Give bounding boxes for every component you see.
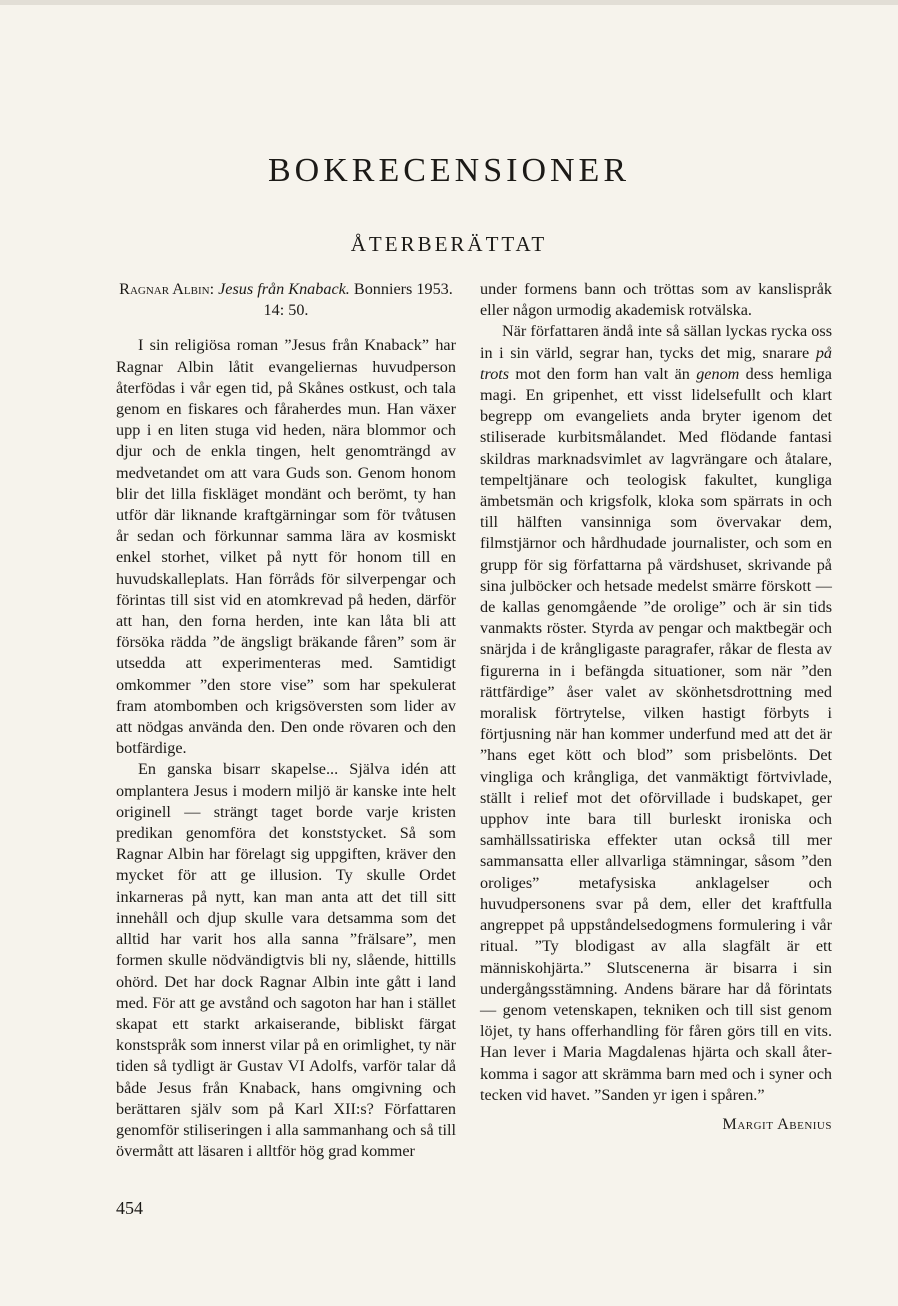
- paragraph-right-2-part-c: mot den form han valt än: [509, 364, 697, 383]
- citation-publisher: Bonniers 1953. 14: 50.: [263, 280, 453, 320]
- book-citation: [116, 279, 456, 321]
- emphasis-pa-trots: på trots: [480, 343, 832, 383]
- paragraph-right-2-part-e: dess hemliga magi. En gripenhet, ett visst lidelsefullt och klart begrepp om evangeliets anda bryter igenom det stiliserade kurbitsmålandet. Med flödande fantasi skildras marknadsvimlet av lagvrängare och åtalare, tempeltjänare och teologisk fakultet, kungliga ämbetsmän och krigsfolk, kloka som spärrats in och till hälften vansinniga som övervakar dem, filmstjärnor och hårdhudade journalister, och som en grupp för sig författarna på värdshuset, skrivande på sina julböcker och hetsade medelst smärre förskott — de kallas genomgående ”de orolige” och är sin tids vanmakts röster. Styrda av pengar och maktbegär och snärjda i de krångligaste paragrafer, råkar de flesta av figurerna in i befängda situationer, som när ”den rättfärdige” åser valet av skönhetsdrottning med moralisk förtrytelse, vilken hastigt förbyts i förtjusning när han kommer underfund med att det är ”hans eget kött och blod” som prisbelönts. Det vingliga och krångliga, det vanmäktigt förtvivlade, ställt i relief mot det oförvillade i budskapet, ger upphov inte bara till burleskt ironiska och samhällssatiriska effekter utan också till mer sammansatta eller allvarliga stämningar, såsom ”den oroliges” metafysiska anklagelser och huvudpersonens svar på dem, eller det kraftfulla angreppet på uppståndelsedogmens formulering i vår ritual. ”Ty blodigast av alla slagfält är ett människohjärta.” Slutscenerna är bisarra i sin undergångsstämning. Andens bärare har då förintats — genom vetenskapen, tekniken och till sist genom löjet, ty hans offerhandling för fåren görs till en vits. Han lever i Maria Magdalenas hjärta och skall återkomma i sagor att skrämma barn med och i syner och tecken vid havet. ”Sanden yr igen i spåren.”: [480, 364, 832, 1104]
- page-number: 454: [116, 1198, 143, 1218]
- paragraph-left-2: En ganska bisarr skapelse... Själva idén att omplantera Jesus i modern miljö är kanske inte helt originell — strängt taget borde varje kristen predikan genomföra det konststycket. Så som Ragnar Albin har förelagt sig uppgiften, kräver den mycket för att ge illusion. Ty skulle Ordet inkarneras på nytt, kan man anta att det till sitt innehåll och djup skulle vara detsamma som det alltid har varit hos alla sanna ”frälsare”, men formen skulle nödvändigtvis bli ny, slående, hittills ohörd. Det har dock Ragnar Albin inte gått i land med. För att ge avstånd och sagoton har han i stället skapat ett starkt arkaiserande, bibliskt färgat konstspråk som innerst vilar på en orimlighet, ty när tiden så tydligt är Gustav VI Adolfs, varför talar då både Jesus från Knaback, hans omgivning och berättaren själv som på Karl XII:s? Författaren genomför stiliseringen i alla sammanhang och så till övermått att läsaren i alltför hög grad kommer: [116, 760, 456, 1161]
- emphasis-genom: genom: [696, 364, 740, 383]
- paragraph-right-2: [480, 321, 832, 1106]
- top-edge-rule: [0, 0, 898, 5]
- citation-author: Ragnar Albin: [119, 280, 210, 298]
- paragraph-right-1: under formens bann och tröttas som av kanslispråk eller någon urmodig akademisk rotvälska.: [480, 280, 832, 320]
- reviewer-signature: Margit Abenius: [722, 1114, 832, 1133]
- paragraph-left-1: I sin religiösa roman ”Jesus från Knaback” har Ragnar Albin låtit evangeliernas huvudperson återfödas i vår egen tid, på Skånes ostkust, och tala genom en fiskares och fåraherdes mun. Han växer upp i en liten stuga vid heden, nära blommor och djur och de enkla tingen, helt genomträngd av medvetandet om att vara Guds son. Genom honom blir det lilla fiskläget mondänt och berömt, ty han utför där liknande kraftgärningar som för tvåtusen år sedan och förkunnar samma lära av kosmiskt enkel storhet, vilket på nytt för honom till en huvudskalleplats. Han förråds för silverpengar och förintas till sist vid en atomkrevad på heden, därför att han, den forna herden, inte kan låta bli att försöka rädda ”de ängsligt bräkande fåren” som är utsedda att experimenteras med. Samtidigt omkommer ”den store vise” som har spekulerat fram atombomben och krigsöversten som lider av att nödgas använda den. Den onde rövaren och den botfärdige.: [116, 336, 456, 758]
- paragraph-right-2-part-a: När författaren ändå inte så sällan lyckas rycka oss in i sin värld, segrar han, tycks det mig, snarare: [480, 322, 832, 362]
- left-column: [116, 279, 456, 1162]
- citation-separator: :: [209, 280, 219, 298]
- section-title: BOKRECENSIONER: [267, 152, 631, 189]
- review-title: ÅTERBERÄTTAT: [350, 232, 548, 256]
- citation-book-title: Jesus från Knaback.: [218, 280, 350, 298]
- right-column: [480, 279, 832, 1135]
